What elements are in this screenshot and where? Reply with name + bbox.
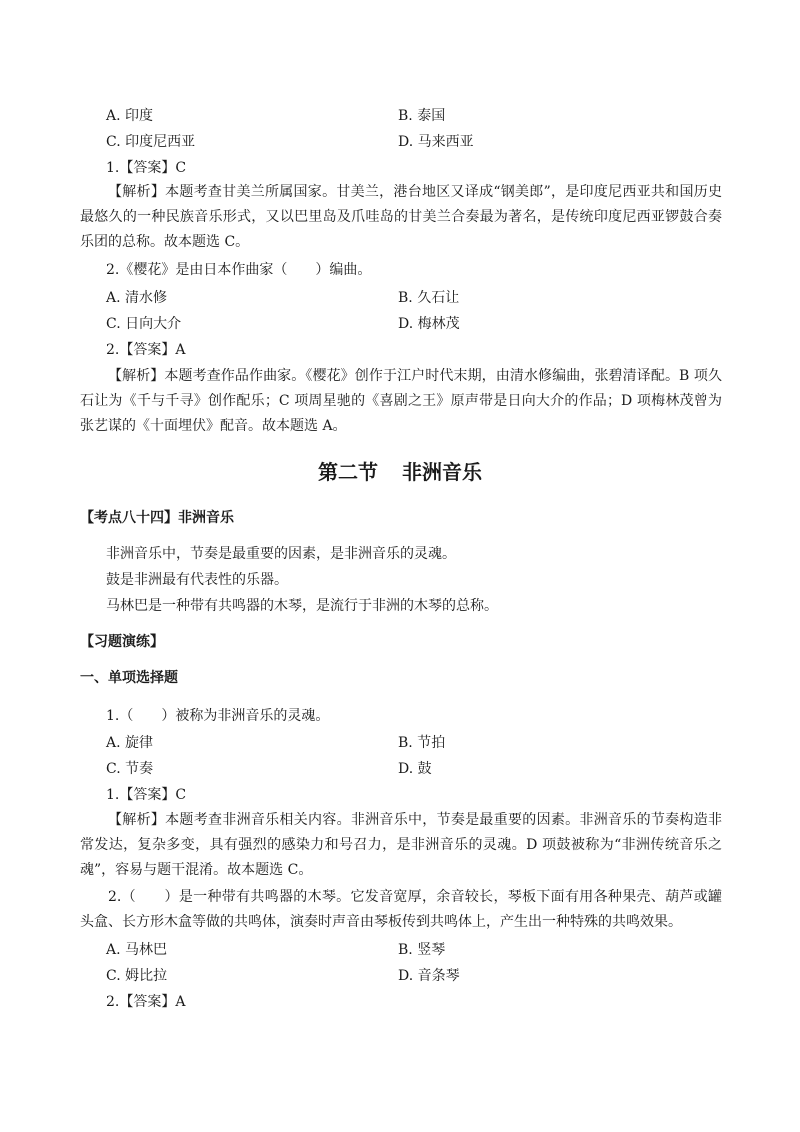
answer-line: 2.【答案】A: [106, 994, 186, 1010]
option-b: B. 节拍: [398, 735, 446, 751]
question-text: 2.（ ）是一种带有共鸣器的木琴。它发音宽厚，余音较长，琴板下面有用各种果壳、葫芦或罐头盒、长方形木盒等做的共鸣体，演奏时声音由琴板传到共鸣体上，产生出一种特殊的共鸣效果。: [80, 889, 722, 930]
option-a: A. 清水修: [106, 290, 168, 306]
answer-line: 1.【答案】C: [106, 787, 187, 803]
question-text: 2.《樱花》是由日本作曲家（ ）编曲。: [106, 262, 372, 278]
option-d: D. 梅林茂: [398, 316, 460, 332]
option-a: A. 旋律: [106, 735, 154, 751]
option-c: C. 日向大介: [106, 316, 182, 332]
option-a: A. 印度: [106, 108, 154, 124]
option-c: C. 印度尼西亚: [106, 134, 196, 150]
option-d: D. 马来西亚: [398, 134, 474, 150]
point-line: 鼓是非洲最有代表性的乐器。: [106, 572, 288, 588]
point-line: 马林巴是一种带有共鸣器的木琴，是流行于非洲的木琴的总称。: [106, 598, 498, 614]
practice-heading: 【习题演练】: [80, 634, 164, 650]
section-number: 第二节: [318, 460, 378, 484]
option-c: C. 姆比拉: [106, 968, 168, 984]
option-b: B. 泰国: [398, 108, 446, 124]
option-c: C. 节奏: [106, 761, 154, 777]
section-name: 非洲音乐: [402, 460, 482, 484]
answer-line: 2.【答案】A: [106, 342, 186, 358]
point-heading: 【考点八十四】非洲音乐: [80, 510, 234, 526]
analysis-paragraph: 【解析】本题考查作品作曲家。《樱花》创作于江户时代末期，由清水修编曲，张碧清译配。B 项久石让为《千与千寻》创作配乐；C 项周星驰的《喜剧之王》原声带是日向大介的作品；D 项梅林茂曾为张艺谋的《十面埋伏》配音。故本题选 A。: [80, 368, 722, 434]
option-d: D. 音条琴: [398, 968, 460, 984]
question-text: 1.（ ）被称为非洲音乐的灵魂。: [106, 708, 330, 724]
analysis-paragraph: 【解析】本题考查非洲音乐相关内容。非洲音乐中，节奏是最重要的因素。非洲音乐的节奏构造非常发达，复杂多变，具有强烈的感染力和号召力，是非洲音乐的灵魂。D 项鼓被称为“非洲传统音乐之魂”，容易与题干混淆。故本题选 C。: [80, 812, 722, 878]
option-d: D. 鼓: [398, 761, 432, 777]
section-title: [0, 458, 800, 486]
analysis-paragraph: 【解析】本题考查甘美兰所属国家。甘美兰，港台地区又译成“钢美郎”，是印度尼西亚共和国历史最悠久的一种民族音乐形式，又以巴里岛及爪哇岛的甘美兰合奏最为著名，是传统印度尼西亚锣鼓合奏乐团的总称。故本题选 C。: [80, 184, 722, 250]
option-b: B. 竖琴: [398, 942, 446, 958]
option-a: A. 马林巴: [106, 942, 168, 958]
point-line: 非洲音乐中，节奏是最重要的因素，是非洲音乐的灵魂。: [106, 546, 456, 562]
answer-line: 1.【答案】C: [106, 160, 187, 176]
part-heading: 一、单项选择题: [80, 670, 178, 686]
option-b: B. 久石让: [398, 290, 460, 306]
